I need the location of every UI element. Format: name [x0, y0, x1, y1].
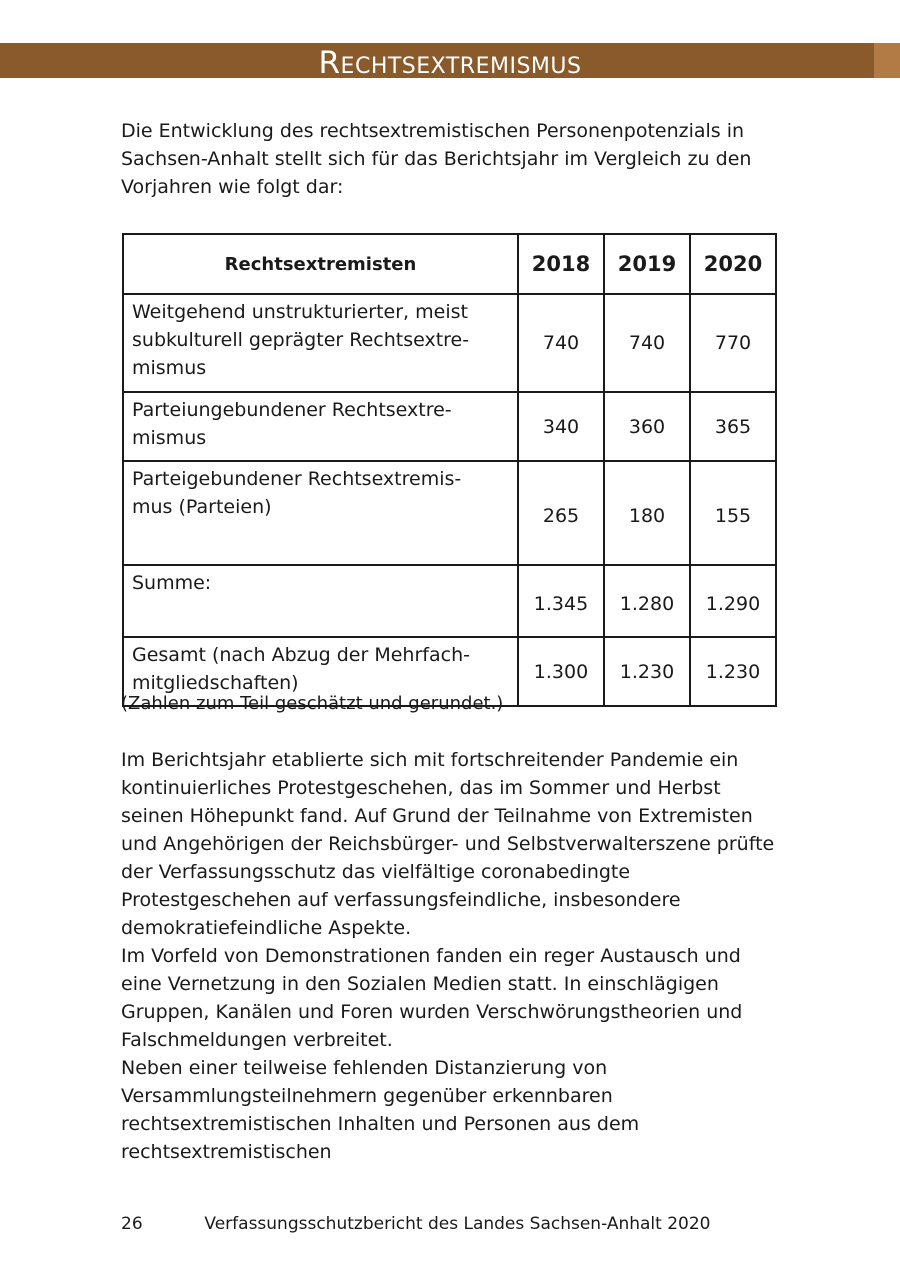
body-text — [121, 746, 781, 1166]
header-year-2018: 2018 — [518, 234, 604, 294]
cell-2020: 155 — [690, 461, 776, 565]
intro-paragraph: Die Entwicklung des rechtsextremistischen Personenpotenzials in Sachsen-Anhalt stellt sich für das Berichtsjahr im Vergleich zu den Vorjahren wie folgt dar: — [121, 120, 752, 198]
cell-2018: 265 — [518, 461, 604, 565]
section-title: Rechtsextremismus — [318, 45, 582, 81]
body-paragraph: Neben einer teilweise fehlenden Distanzierung von Versammlungsteilnehmern gegenüber erkennbaren rechtsextremistischen Inhalten und Personen aus dem rechtsextremistischen — [121, 1057, 640, 1163]
page-footer — [121, 1212, 711, 1236]
cell-2020: 1.290 — [690, 565, 776, 637]
header-year-2019: 2019 — [604, 234, 690, 294]
row-label: Weitgehend unstrukturierter, meist subkulturell geprägter Rechtsextre- mismus — [123, 294, 518, 392]
report-title: Verfassungsschutzbericht des Landes Sachsen-Anhalt 2020 — [204, 1214, 711, 1234]
table-row — [123, 294, 776, 392]
body-paragraph: Im Vorfeld von Demonstrationen fanden ein reger Austausch und eine Vernetzung in den Sozialen Medien statt. In einschlägigen Gruppen, Kanälen und Foren wurden Verschwörungstheorien und Falschmeldungen verbreitet. — [121, 945, 743, 1051]
cell-2019: 1.280 — [604, 565, 690, 637]
table-row — [123, 565, 776, 637]
cell-2019: 360 — [604, 392, 690, 461]
cell-2018: 1.300 — [518, 637, 604, 706]
cell-2018: 1.345 — [518, 565, 604, 637]
row-label: Parteiungebundener Rechtsextre- mismus — [123, 392, 518, 461]
row-label: Gesamt (nach Abzug der Mehrfach- mitgliedschaften) — [123, 637, 518, 706]
body-paragraph: Im Berichtsjahr etablierte sich mit fortschreitender Pandemie ein kontinuierliches Protestgeschehen, das im Sommer und Herbst seinen Höhepunkt fand. Auf Grund der Teilnahme von Extremisten und Angehörigen der Reichsbürger- und Selbstverwalterszene prüfte der Verfassungsschutz das vielfältige coronabedingte Protestgeschehen auf verfassungsfeindliche, insbesondere demokratiefeindliche Aspekte. — [121, 749, 775, 939]
row-label: Summe: — [123, 565, 518, 637]
table-header-row — [123, 234, 776, 294]
cell-2018: 340 — [518, 392, 604, 461]
cell-2020: 770 — [690, 294, 776, 392]
header-year-2020: 2020 — [690, 234, 776, 294]
cell-2019: 180 — [604, 461, 690, 565]
header-rechtsextremisten: Rechtsextremisten — [123, 234, 518, 294]
cell-2020: 1.230 — [690, 637, 776, 706]
row-label: Parteigebundener Rechtsextremis- mus (Parteien) — [123, 461, 518, 565]
cell-2020: 365 — [690, 392, 776, 461]
cell-2019: 1.230 — [604, 637, 690, 706]
section-header-bar — [0, 43, 900, 81]
cell-2018: 740 — [518, 294, 604, 392]
table-row — [123, 392, 776, 461]
page-number: 26 — [121, 1214, 143, 1234]
cell-2019: 740 — [604, 294, 690, 392]
personenpotenzial-table — [122, 233, 777, 707]
table-footnote: (Zahlen zum Teil geschätzt und gerundet.) — [121, 693, 504, 714]
table-row — [123, 461, 776, 565]
